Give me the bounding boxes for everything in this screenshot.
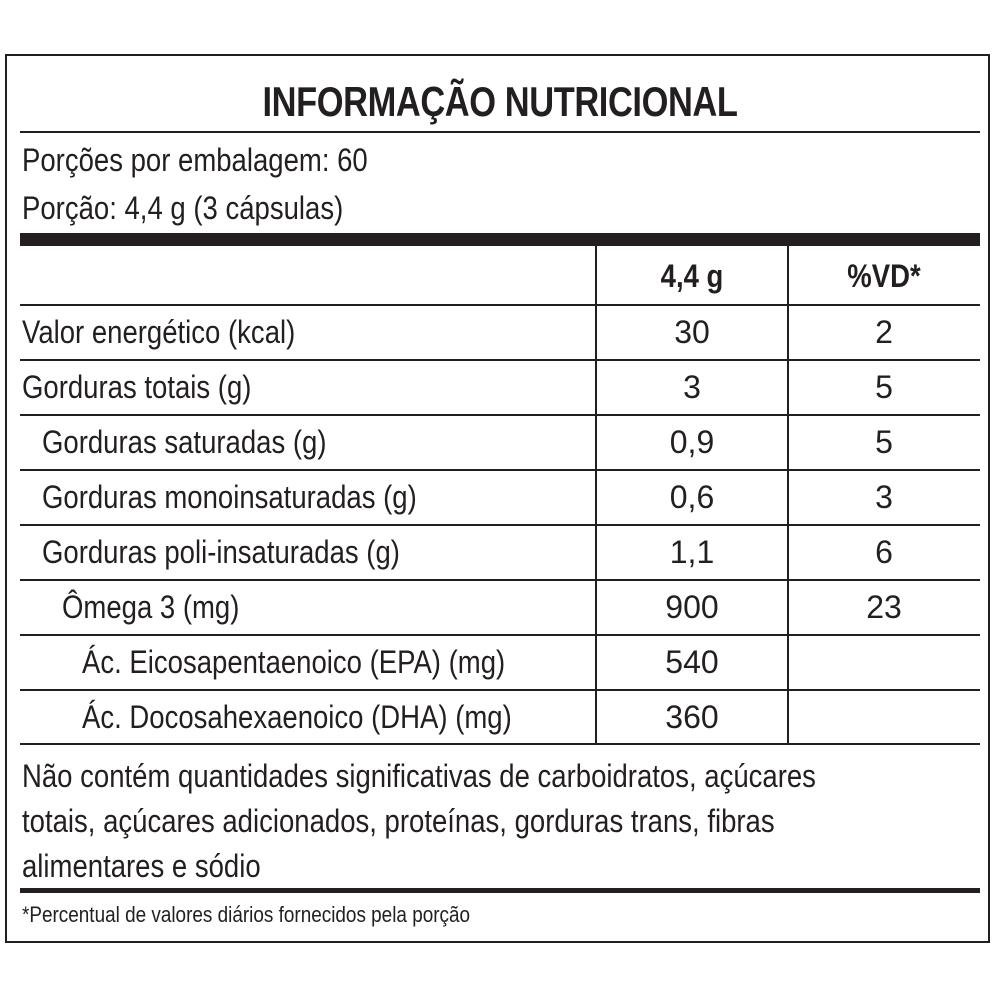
column-header-portion: 4,4 g xyxy=(660,258,724,294)
daily-value: 2 xyxy=(875,314,893,350)
nutrient-label: Gorduras totais (g) xyxy=(22,369,252,405)
nutrient-label: Ác. Eicosapentaenoico (EPA) (mg) xyxy=(82,644,506,680)
nutrient-label: Gorduras monoinsaturadas (g) xyxy=(42,479,417,515)
notice-line-2: totais, açúcares adicionados, proteínas, gorduras trans, fibras xyxy=(22,803,775,839)
nutrient-label: Gorduras poli-insaturadas (g) xyxy=(42,534,400,570)
row-divider xyxy=(20,634,980,636)
portion-value: 0,9 xyxy=(669,424,715,460)
portion-value: 30 xyxy=(674,314,710,350)
notice-line-1: Não contém quantidades significativas de carboidratos, açúcares xyxy=(22,758,816,794)
thick-divider xyxy=(20,233,980,246)
row-divider xyxy=(20,414,980,416)
row-divider xyxy=(20,359,980,361)
nutrient-label: Gorduras saturadas (g) xyxy=(42,424,327,460)
column-header-dv: %VD* xyxy=(847,258,921,294)
portion-value: 360 xyxy=(665,699,719,735)
daily-value: 5 xyxy=(875,424,893,460)
table-bottom-divider xyxy=(20,743,980,745)
serving-size: Porção: 4,4 g (3 cápsulas) xyxy=(22,190,344,226)
row-divider xyxy=(20,469,980,471)
footnote: *Percentual de valores diários fornecidos pela porção xyxy=(22,902,471,927)
portion-value: 1,1 xyxy=(669,534,715,570)
daily-value: 3 xyxy=(875,479,893,515)
servings-per-package: Porções por embalagem: 60 xyxy=(22,142,368,178)
row-divider xyxy=(20,579,980,581)
daily-value: 5 xyxy=(875,369,893,405)
row-divider xyxy=(20,689,980,691)
portion-value: 3 xyxy=(683,369,701,405)
nutrient-label: Ác. Docosahexaenoico (DHA) (mg) xyxy=(82,699,512,735)
footnote-divider xyxy=(20,888,980,893)
panel-title: INFORMAÇÃO NUTRICIONAL xyxy=(262,78,738,125)
daily-value: 6 xyxy=(875,534,893,570)
title-divider xyxy=(20,131,980,133)
nutrient-label: Valor energético (kcal) xyxy=(22,314,296,350)
portion-value: 0,6 xyxy=(669,479,715,515)
nutrient-label: Ômega 3 (mg) xyxy=(62,589,240,625)
daily-value: 23 xyxy=(866,589,902,625)
row-divider xyxy=(20,304,980,306)
portion-value: 540 xyxy=(665,644,719,680)
portion-value: 900 xyxy=(665,589,719,625)
notice-line-3: alimentares e sódio xyxy=(22,848,261,884)
row-divider xyxy=(20,524,980,526)
